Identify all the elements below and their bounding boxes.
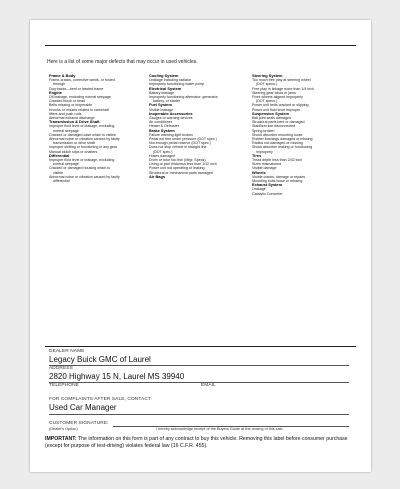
complaints-value: Used Car Manager: [49, 403, 117, 412]
defect-item: Tread depth less than 2/32 inch: [252, 158, 303, 163]
defect-item: Too much free play at steering wheel: [252, 78, 311, 83]
defect-item: Pedal not firm under pressure (DOT spec.): [149, 137, 217, 142]
dealer-name-label: DEALER NAME: [49, 349, 85, 354]
defect-category-title: Differential: [49, 152, 70, 158]
defect-item: Power unit fluid level improper: [252, 107, 301, 112]
defect-item: Cracked block or head: [49, 99, 85, 104]
defect-category-title: Engine: [49, 89, 62, 95]
defect-item: Drum or rotor too thin (Mfgr. Specs): [149, 158, 206, 163]
defect-category-title: Suspension System: [252, 110, 289, 116]
defect-item: Air conditioner: [149, 120, 172, 125]
defect-category-title: Steering System: [252, 73, 283, 78]
defect-item: Front wheels aligned improperly: [252, 95, 303, 100]
email-label: EMAIL: [201, 383, 216, 388]
defect-item: Knocks or misses related to camshaft: [49, 107, 109, 112]
defect-item: Not enough pedal reserve (DOT spec.): [149, 141, 211, 146]
address-line: [49, 382, 349, 383]
defect-category-title: Frame & Body: [49, 73, 76, 78]
important-notice: [45, 436, 356, 450]
defect-item: Structural or mechanical parts damaged: [149, 170, 213, 175]
defect-item: Does not stop vehicle in straight line: [149, 145, 207, 150]
defect-item: Ball joint seals damaged: [252, 116, 291, 121]
defect-item: differential: [53, 179, 70, 184]
defect-item: Abnormal noise or vibration caused by faulty: [49, 137, 120, 142]
defect-item: Free play in linkage more than 1/4 inch: [252, 86, 314, 91]
defect-item: battery, or starter: [153, 99, 181, 104]
buyers-guide-back-page: [30, 20, 371, 472]
defect-item: Failure warning light broken: [149, 132, 194, 137]
defect-item: Visible damage: [252, 166, 277, 171]
defect-item: Oil leakage, excluding normal seepage: [49, 95, 111, 100]
defect-item: Improper fluid level or leakage, excluding: [49, 124, 115, 129]
defect-item: Belts missing or inoperable: [49, 103, 93, 108]
defect-item: (DOT specs.): [256, 99, 278, 104]
defect-category-title: Wheels: [252, 169, 266, 175]
defect-item: Leakage: [252, 187, 266, 192]
defect-item: visible: [53, 170, 63, 175]
defect-item: Rubber bushings damaged or missing: [252, 137, 313, 142]
telephone-label: TELEPHONE: [49, 383, 79, 388]
defect-item: Cracked or damaged case which is visible: [49, 132, 116, 137]
address-label: ADDRESS: [49, 366, 73, 371]
defect-category-title: Exhaust System: [252, 182, 283, 188]
defect-item: Shock absorber leaking or functioning: [252, 145, 313, 150]
defect-category-title: Electrical System: [149, 85, 182, 91]
defect-item: Gauges or warning devices: [149, 116, 193, 121]
defect-item: Improper shifting or functioning in any gear: [49, 145, 118, 150]
defect-item: Lining or pad thickness less than 1/32 inch: [149, 162, 217, 167]
address-value: 2820 Highway 15 N, Laurel MS 39940: [49, 372, 185, 381]
defect-item: Power unit belts cracked or slipping: [252, 103, 309, 108]
defect-item: Stabilizer bar disconnected: [252, 124, 296, 129]
dealer-name-line: [49, 365, 349, 366]
defect-item: Abnormal noise or vibration caused by faulty: [49, 174, 120, 179]
defect-item: Shock absorber mounting loose: [252, 132, 303, 137]
defect-item: lifters and push rods: [49, 111, 82, 116]
intro-text: Here is a list of some major defects that may occur in used vehicles.: [47, 59, 198, 65]
defect-item: Frame-cracks, corrective welds, or rusted: [49, 78, 115, 83]
defect-item: normal seepage: [53, 162, 79, 167]
defect-item: Improperly functioning water pump: [149, 82, 205, 87]
defect-item: Cracked or damaged housing which is: [49, 166, 110, 171]
acknowledgment-text: I hereby acknowledge receipt of the Buyers Guide at the closing of this sale.: [156, 427, 284, 431]
defects-column-2: [149, 74, 249, 179]
defect-item: improperly: [256, 149, 273, 154]
defect-item: Mounting bolts loose or missing: [252, 179, 303, 184]
defects-column-3: [252, 74, 356, 196]
defect-item: transmission or drive shaft: [53, 141, 95, 146]
defect-item: Steering gear binds or jams: [252, 90, 296, 95]
defect-item: Dog tracks—bent or twisted frame: [49, 86, 104, 91]
defect-item: Visible cracks, damage or repairs: [252, 174, 306, 179]
defect-item: Battery leakage: [149, 90, 174, 95]
complaints-label: FOR COMPLAINTS AFTER SALE, CONTACT:: [49, 397, 152, 402]
defect-category-title: Air Bags: [149, 173, 165, 179]
defect-item: Heater & Defroster: [149, 124, 179, 129]
defect-item: Structural parts bent or damaged: [252, 120, 305, 125]
complaints-line: [49, 414, 349, 415]
defect-item: Radius rod damaged or missing: [252, 141, 303, 146]
defect-category-title: Tires: [252, 152, 262, 158]
customer-signature-label: CUSTOMER SIGNATURE:: [49, 421, 109, 426]
defect-category-title: Fuel System: [149, 102, 172, 108]
defect-item: Manual clutch slips or chatters: [49, 149, 98, 154]
top-divider: [45, 45, 356, 46]
defect-item: Improper fluid level or leakage, excluding: [49, 158, 115, 163]
defect-item: Spring broken: [252, 128, 275, 133]
defect-item: Hoses damaged: [149, 153, 176, 158]
dealer-section-divider: [45, 346, 356, 347]
defect-item: (DOT specs.): [256, 82, 278, 87]
defect-category-title: Cooling System: [149, 73, 179, 78]
important-label: IMPORTANT:: [45, 436, 77, 442]
defect-category-title: Transmission & Drive Shaft: [49, 119, 100, 125]
defect-item: Catalytic Converter: [252, 191, 283, 196]
dealer-name-value: Legacy Buick GMC of Laurel: [49, 355, 151, 364]
defect-item: Abnormal exhaust discharge: [49, 116, 95, 121]
defect-item: Visible leakage: [149, 107, 174, 112]
defect-item: normal seepage: [53, 128, 79, 133]
defect-item: Power unit not operating or leaking: [149, 166, 205, 171]
defect-item: through: [53, 82, 66, 87]
defect-item: Improperly functioning alternator, generator,: [149, 95, 219, 100]
defect-item: Sizes mismatched: [252, 162, 282, 167]
defect-item: Leakage including radiator: [149, 78, 192, 83]
defects-column-1: [49, 74, 141, 183]
defect-category-title: Inoperable Accessories: [149, 110, 193, 116]
dealer-option-label: (Dealer's Option): [49, 427, 78, 431]
defect-item: (DOT spec.): [153, 149, 173, 154]
important-text: The information on this form is part of any contract to buy this vehicle. Removing this label before consumer purchase (except for purpose of test-driving) violates federal law (16 C.F.R. 455).: [45, 436, 348, 449]
defect-category-title: Brake System: [149, 127, 175, 133]
